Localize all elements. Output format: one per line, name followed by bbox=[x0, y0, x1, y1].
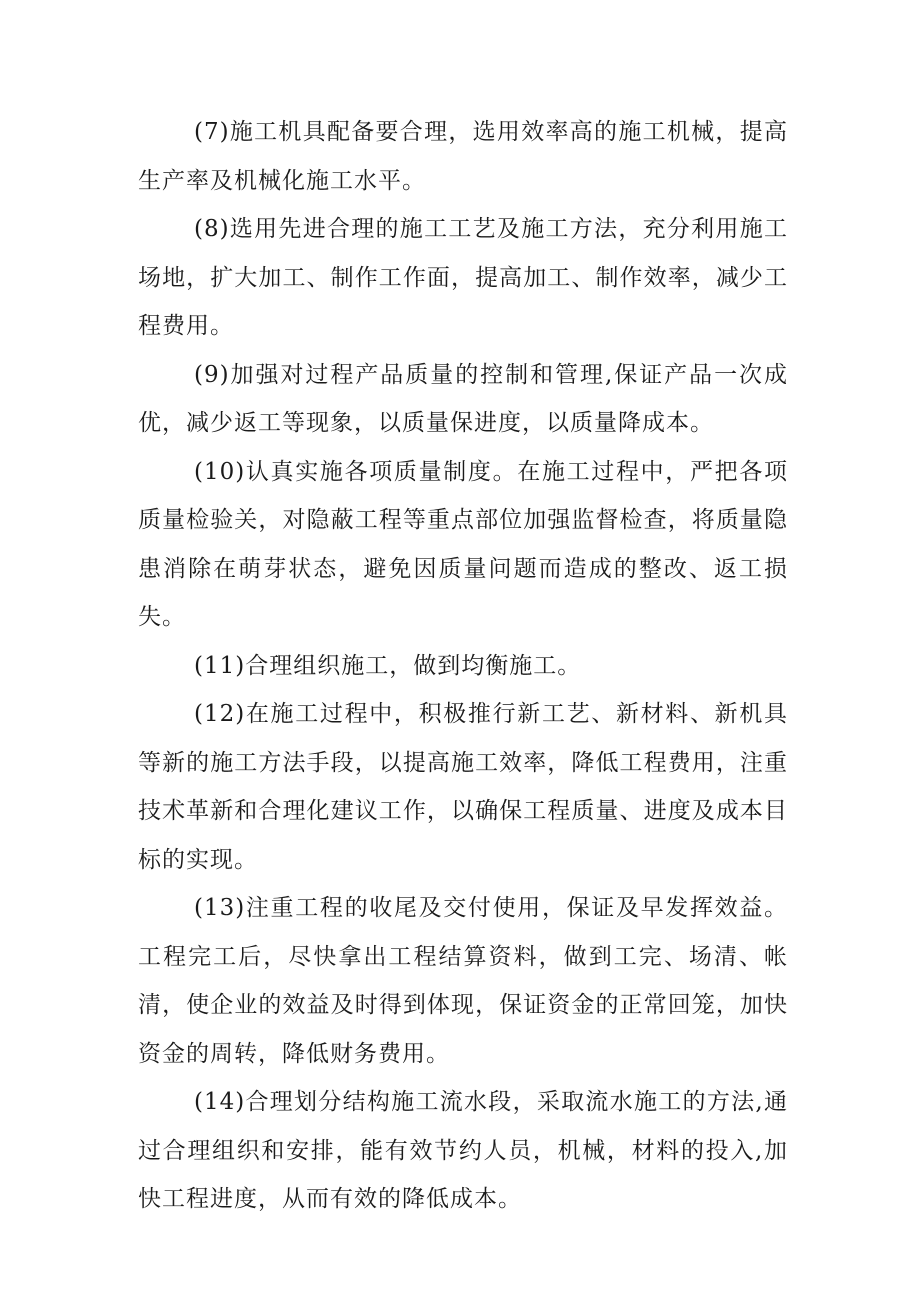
paragraph-7: (7)施工机具配备要合理，选用效率高的施工机械，提高生产率及机械化施工水平。 bbox=[138, 119, 788, 194]
paragraph-12: (12)在施工过程中，积极推行新工艺、新材料、新机具等新的施工方法手段，以提高施工效率，降低工程费用，注重技术革新和合理化建议工作，以确保工程质量、进度及成本目标的实现。 bbox=[138, 701, 788, 873]
paragraph-8: (8)选用先进合理的施工工艺及施工方法，充分利用施工场地，扩大加工、制作工作面，提高加工、制作效率，减少工程费用。 bbox=[138, 216, 788, 339]
paragraph-9: (9)加强对过程产品质量的控制和管理,保证产品一次成优，减少返工等现象，以质量保进度，以质量降成本。 bbox=[138, 361, 788, 436]
paragraph-13: (13)注重工程的收尾及交付使用，保证及早发挥效益。工程完工后，尽快拿出工程结算资料，做到工完、场清、帐清，使企业的效益及时得到体现，保证资金的正常回笼，加快资金的周转，降低财务费用。 bbox=[138, 895, 788, 1067]
paragraph-14: (14)合理划分结构施工流水段，采取流水施工的方法,通过合理组织和安排，能有效节约人员，机械，材料的投入,加快工程进度，从而有效的降低成本。 bbox=[138, 1089, 788, 1212]
document-body bbox=[138, 108, 788, 1224]
paragraph-10: (10)认真实施各项质量制度。在施工过程中，严把各项质量检验关，对隐蔽工程等重点部位加强监督检查，将质量隐患消除在萌芽状态，避免因质量问题而造成的整改、返工损失。 bbox=[138, 458, 788, 630]
paragraph-11: (11)合理组织施工，做到均衡施工。 bbox=[194, 652, 582, 679]
